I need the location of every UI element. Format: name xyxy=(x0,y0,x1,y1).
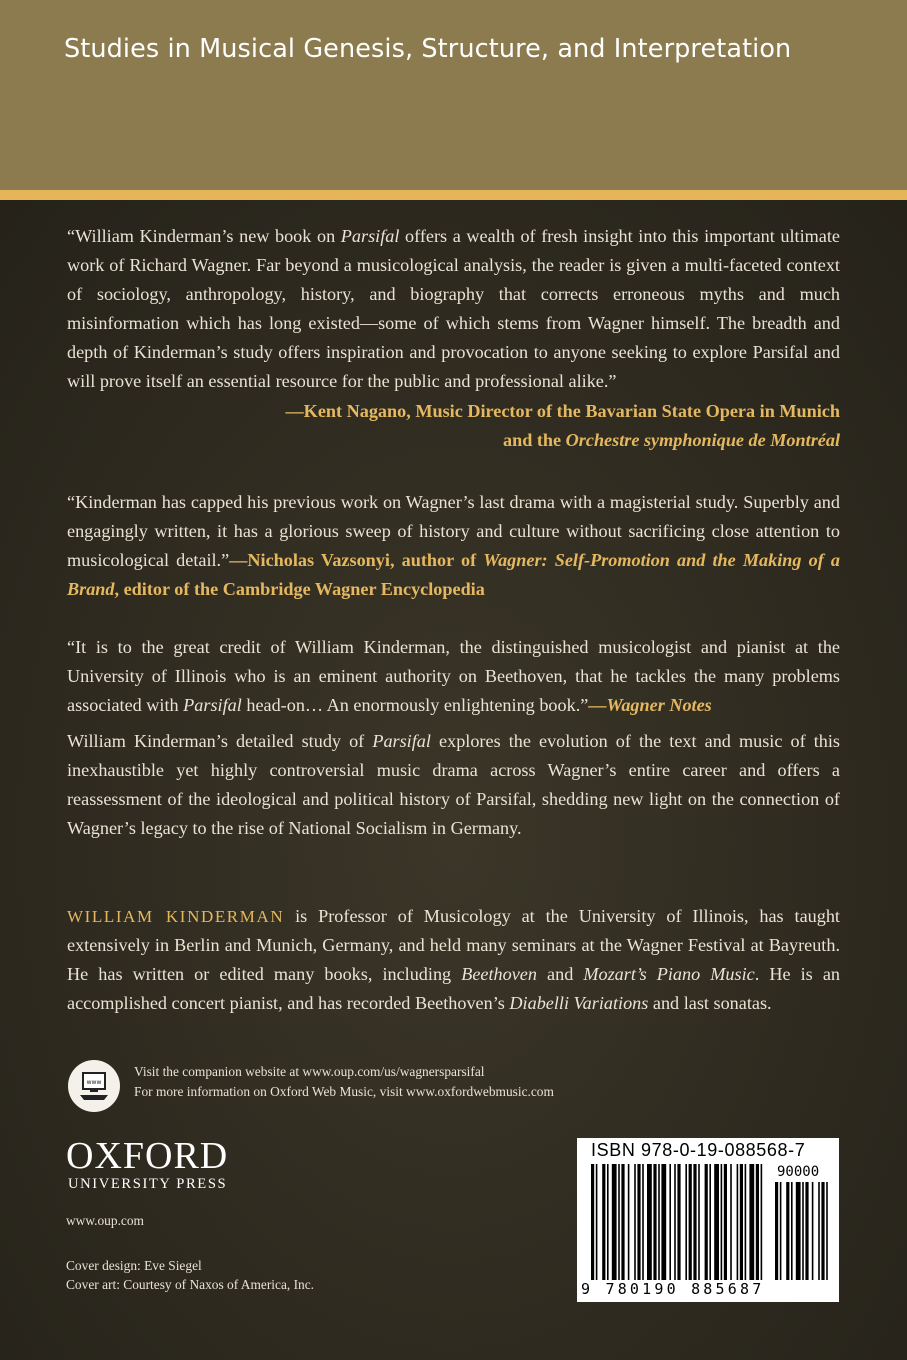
attribution-text: and the xyxy=(502,430,566,450)
barcode-bars xyxy=(577,1138,839,1302)
author-bio xyxy=(67,902,840,1018)
quote-nagano-attribution xyxy=(67,397,840,455)
book-title-italic: Diabelli Variations xyxy=(509,993,649,1013)
attribution-text: , editor of the Cambridge Wagner Encyclopedia xyxy=(114,579,485,599)
publisher-subtitle: UNIVERSITY PRESS xyxy=(68,1176,228,1192)
isbn-label: ISBN 978-0-19-088568-7 xyxy=(591,1140,806,1160)
cover-art-credit: Cover art: Courtesy of Naxos of America, Inc. xyxy=(66,1277,315,1292)
quote-wagner-notes xyxy=(67,633,840,720)
price-code: 90000 xyxy=(777,1164,820,1180)
publisher-url[interactable]: www.oup.com xyxy=(66,1213,144,1228)
quote-title-italic: Parsifal xyxy=(183,695,242,715)
description-text: William Kinderman’s detailed study of xyxy=(67,731,373,751)
cover-design-credit: Cover design: Eve Siegel xyxy=(66,1258,202,1273)
website-info xyxy=(134,1062,634,1102)
bio-text: and xyxy=(536,964,584,984)
series-title: Studies in Musical Genesis, Structure, and Interpretation xyxy=(64,34,792,64)
bio-text: is Professor of Musicology at the University of Illinois, has taught extensively in Berlin and Munich, Germany, and held many seminars at the Wagner Festival at Bayreuth. He has written or edited many books, including xyxy=(67,906,840,984)
oxford-web-music-link[interactable]: For more information on Oxford Web Music, visit www.oxfordwebmusic.com xyxy=(134,1084,554,1099)
attribution-text: —Nicholas Vazsonyi, author of xyxy=(229,550,484,570)
attribution-line: —Kent Nagano, Music Director of the Bavarian State Opera in Munich xyxy=(285,401,840,421)
quote-text: head-on… An enormously enlightening book.” xyxy=(241,695,589,715)
description-text: explores the evolution of the text and music of this inexhaustible yet highly controversial music drama across Wagner’s entire career and offers a reassessment of the ideological and political history of Parsifal, shedding new light on the connection of Wagner’s legacy to the rise of National Socialism in Germany. xyxy=(67,731,841,838)
www-label: www xyxy=(86,1079,102,1086)
description-italic: Parsifal xyxy=(372,731,431,751)
barcode-digits: 9 780190 885687 xyxy=(581,1280,765,1298)
quote-text: offers a wealth of fresh insight into this important ultimate work of Richard Wagner. Far beyond a musicological analysis, the reader is given a multi-faceted context of sociology, anthropology, history, and biography that corrects erroneous myths and much misinformation which has long existed—some of which stems from Wagner himself. The breadth and depth of Kinderman’s study offers inspiration and provocation to anyone seeking to explore Parsifal and will prove itself an essential resource for the public and professional alike.” xyxy=(67,226,840,391)
author-name: WILLIAM KINDERMAN xyxy=(67,907,285,926)
book-title-italic: Mozart’s Piano Music xyxy=(583,964,755,984)
quote-text: “It is to the great credit of William Kinderman, the distinguished musicologist and pianist at the University of Illinois who is an eminent authority on Beethoven, that he tackles the many problems associated with xyxy=(67,637,840,715)
series-band xyxy=(0,0,907,190)
quote-text: “William Kinderman’s new book on xyxy=(67,226,341,246)
publisher-logo: OXFORD xyxy=(66,1135,229,1177)
quote-nagano xyxy=(67,222,840,396)
gold-rule xyxy=(0,190,907,200)
attribution-italic: Orchestre symphonique de Montréal xyxy=(565,430,840,450)
isbn-barcode xyxy=(577,1138,839,1302)
quote-vazsonyi xyxy=(67,488,840,604)
computer-www-icon xyxy=(68,1060,120,1112)
quote-text: “Kinderman has capped his previous work on Wagner’s last drama with a magisterial study. Superbly and engagingly written, it has a glorious sweep of history and culture without sacrificing close attention to musicological detail.” xyxy=(67,492,840,570)
companion-website-link[interactable]: Visit the companion website at www.oup.com/us/wagnersparsifal xyxy=(134,1064,485,1079)
bio-text: and last sonatas. xyxy=(648,993,772,1013)
bio-text: . He is an accomplished concert pianist, and has recorded Beethoven’s xyxy=(67,964,840,1013)
book-description xyxy=(67,727,840,843)
book-title-italic: Beethoven xyxy=(461,964,537,984)
attribution-italic: Wagner: Self-Promotion and the Making of a Brand xyxy=(67,550,841,599)
quote-title-italic: Parsifal xyxy=(340,226,400,246)
attribution-text: —Wagner Notes xyxy=(588,695,712,715)
attribution-line xyxy=(67,426,840,455)
